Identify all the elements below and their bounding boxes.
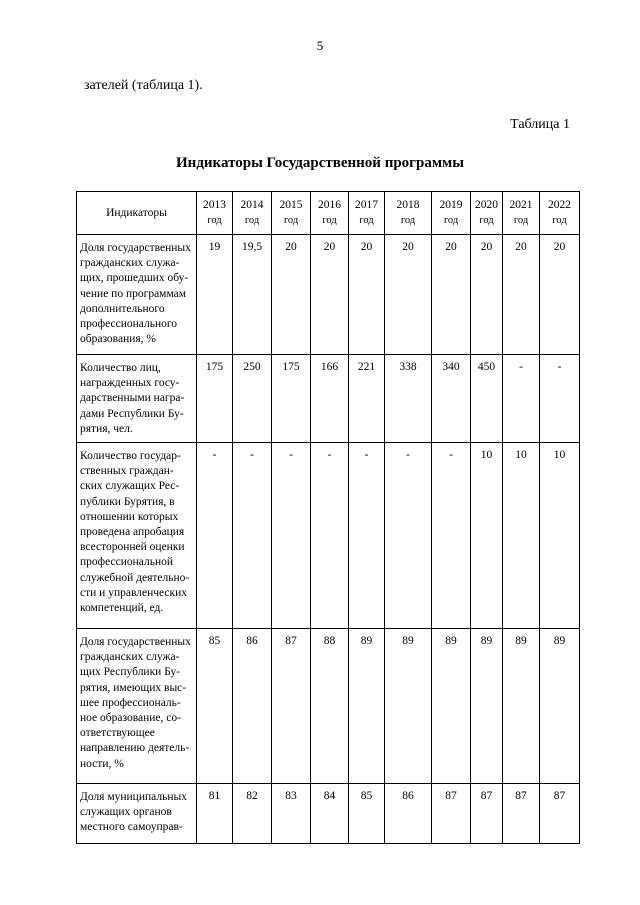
- header-year-label: 2017: [355, 199, 378, 211]
- indicator-name-line: служащих органов: [80, 806, 172, 819]
- header-year-8: [503, 192, 540, 235]
- indicator-value: 87: [272, 629, 311, 784]
- indicator-name-line: ских служащих Рес-: [80, 480, 180, 493]
- indicator-value: -: [197, 443, 233, 629]
- header-year-label: 2022: [548, 199, 571, 211]
- indicator-value: 221: [349, 355, 385, 443]
- indicator-value: 89: [503, 629, 540, 784]
- indicator-value: 338: [385, 355, 432, 443]
- page-number: 5: [316, 38, 324, 53]
- indicator-name-line: направлению деятель-: [80, 742, 190, 755]
- indicator-value: 20: [385, 235, 432, 355]
- indicator-value: 340: [432, 355, 471, 443]
- header-year-unit: год: [207, 215, 222, 226]
- indicator-name-line: щих, прошедших обу-: [80, 272, 189, 285]
- indicator-value: 10: [503, 443, 540, 629]
- header-year-unit: год: [479, 215, 494, 226]
- indicator-name-line: награжденных госу-: [80, 377, 180, 390]
- indicator-name-line: служебной деятельно-: [80, 571, 190, 584]
- header-year-unit: год: [322, 215, 337, 226]
- indicator-name-line: ответствующее: [80, 727, 155, 740]
- indicator-name-line: сти и управленческих: [80, 586, 187, 599]
- indicator-name-line: ственных граждан-: [80, 465, 174, 478]
- table-label: Таблица 1: [510, 117, 570, 132]
- indicator-name-line: рятия, чел.: [80, 422, 133, 435]
- indicator-value: 20: [471, 235, 503, 355]
- indicators-table: [76, 191, 580, 844]
- indicator-name-line: Доля муниципальных: [80, 791, 187, 803]
- intro-text: зателей (таблица 1).: [84, 78, 203, 93]
- indicator-name-line: дарственными награ-: [80, 392, 185, 405]
- indicator-value: 86: [385, 784, 432, 844]
- indicator-value: 20: [311, 235, 349, 355]
- header-year-label: 2016: [318, 199, 341, 211]
- header-year-2: [272, 192, 311, 235]
- indicator-value: 250: [233, 355, 272, 443]
- indicator-name-line: Доля государственных: [80, 242, 191, 254]
- indicator-value: 89: [432, 629, 471, 784]
- indicator-value: 89: [471, 629, 503, 784]
- table-row: [77, 355, 580, 443]
- header-year-3: [311, 192, 349, 235]
- indicator-value: 85: [197, 629, 233, 784]
- indicator-name-line: дополнительного: [80, 302, 165, 315]
- header-year-unit: год: [552, 215, 567, 226]
- indicator-name-line: Количество лиц,: [80, 362, 161, 374]
- header-year-0: [197, 192, 233, 235]
- indicator-name-line: ное образование, со-: [80, 712, 181, 725]
- table-row: [77, 235, 580, 355]
- indicator-value: 87: [503, 784, 540, 844]
- indicator-value: -: [349, 443, 385, 629]
- indicator-value: 82: [233, 784, 272, 844]
- indicator-value: 88: [311, 629, 349, 784]
- indicator-name-line: компетенций, ед.: [80, 602, 164, 615]
- header-year-unit: год: [443, 215, 459, 226]
- indicator-value: -: [540, 355, 580, 443]
- indicator-name: [77, 443, 197, 629]
- indicator-name-line: профессиональной: [80, 556, 174, 569]
- header-year-unit: год: [244, 215, 260, 226]
- indicator-name-line: проведена апробация: [80, 526, 185, 539]
- header-year-label: 2015: [279, 199, 303, 211]
- indicator-name-line: местного самоуправ-: [80, 821, 183, 834]
- indicator-name: [77, 235, 197, 355]
- indicator-value: 84: [311, 784, 349, 844]
- table-row: [77, 784, 580, 844]
- indicator-value: -: [233, 443, 272, 629]
- indicator-value: -: [432, 443, 471, 629]
- indicator-name: [77, 355, 197, 443]
- indicator-value: 10: [471, 443, 503, 629]
- indicator-value: -: [272, 443, 311, 629]
- indicator-value: 20: [272, 235, 311, 355]
- indicator-value: 20: [540, 235, 580, 355]
- indicator-value: 89: [349, 629, 385, 784]
- indicator-value: 86: [233, 629, 272, 784]
- indicator-value: 89: [385, 629, 432, 784]
- indicator-name-line: всесторонней оценки: [80, 541, 185, 554]
- indicator-value: 175: [197, 355, 233, 443]
- indicator-value: 166: [311, 355, 349, 443]
- indicator-value: 19,5: [233, 235, 272, 355]
- indicator-value: 87: [432, 784, 471, 844]
- header-indicators: Индикаторы: [77, 192, 197, 235]
- indicator-value: 10: [540, 443, 580, 629]
- table-title: Индикаторы Государственной программы: [176, 155, 464, 171]
- indicator-value: 87: [471, 784, 503, 844]
- indicator-name-line: отношении которых: [80, 510, 179, 523]
- indicator-name-line: Доля государственных: [80, 636, 191, 648]
- header-year-unit: год: [283, 215, 299, 226]
- indicator-value: 20: [432, 235, 471, 355]
- header-year-label: 2019: [439, 199, 463, 211]
- header-year-7: [471, 192, 503, 235]
- indicator-value: -: [503, 355, 540, 443]
- indicator-value: 175: [272, 355, 311, 443]
- header-year-label: 2021: [509, 199, 533, 211]
- header-year-6: [432, 192, 471, 235]
- indicator-name: [77, 784, 197, 844]
- indicator-name-line: ности, %: [80, 757, 124, 770]
- header-year-9: [540, 192, 580, 235]
- indicator-value: 89: [540, 629, 580, 784]
- indicator-name-line: публики Бурятия, в: [80, 495, 175, 508]
- indicator-name-line: дами Республики Бу-: [80, 407, 184, 420]
- indicator-value: -: [385, 443, 432, 629]
- header-year-unit: год: [400, 215, 416, 226]
- indicator-value: 20: [349, 235, 385, 355]
- indicator-name-line: рятия, имеющих выс-: [80, 681, 187, 694]
- header-year-label: 2014: [240, 199, 264, 211]
- indicator-value: 83: [272, 784, 311, 844]
- header-year-label: 2018: [396, 199, 420, 211]
- header-year-unit: год: [359, 215, 374, 226]
- indicator-value: 87: [540, 784, 580, 844]
- header-year-unit: год: [513, 215, 529, 226]
- header-year-1: [233, 192, 272, 235]
- table-row: [77, 629, 580, 784]
- header-year-label: 2013: [203, 199, 226, 211]
- indicator-value: 450: [471, 355, 503, 443]
- indicator-name-line: образования, %: [80, 333, 156, 346]
- indicator-name: [77, 629, 197, 784]
- header-year-5: [385, 192, 432, 235]
- indicator-value: 81: [197, 784, 233, 844]
- indicator-name-line: Количество государ-: [80, 450, 181, 462]
- indicator-value: 19: [197, 235, 233, 355]
- table-header-row: [77, 192, 580, 235]
- indicator-name-line: гражданских служа-: [80, 651, 180, 664]
- indicator-name-line: гражданских служа-: [80, 257, 180, 270]
- indicator-value: 20: [503, 235, 540, 355]
- indicator-name-line: щих Республики Бу-: [80, 666, 181, 679]
- indicator-value: 85: [349, 784, 385, 844]
- table-row: [77, 443, 580, 629]
- indicator-name-line: чение по программам: [80, 287, 187, 300]
- indicator-name-line: шее профессиональ-: [80, 696, 181, 709]
- header-year-label: 2020: [475, 199, 498, 211]
- header-year-4: [349, 192, 385, 235]
- indicator-value: -: [311, 443, 349, 629]
- indicator-name-line: профессионального: [80, 318, 178, 331]
